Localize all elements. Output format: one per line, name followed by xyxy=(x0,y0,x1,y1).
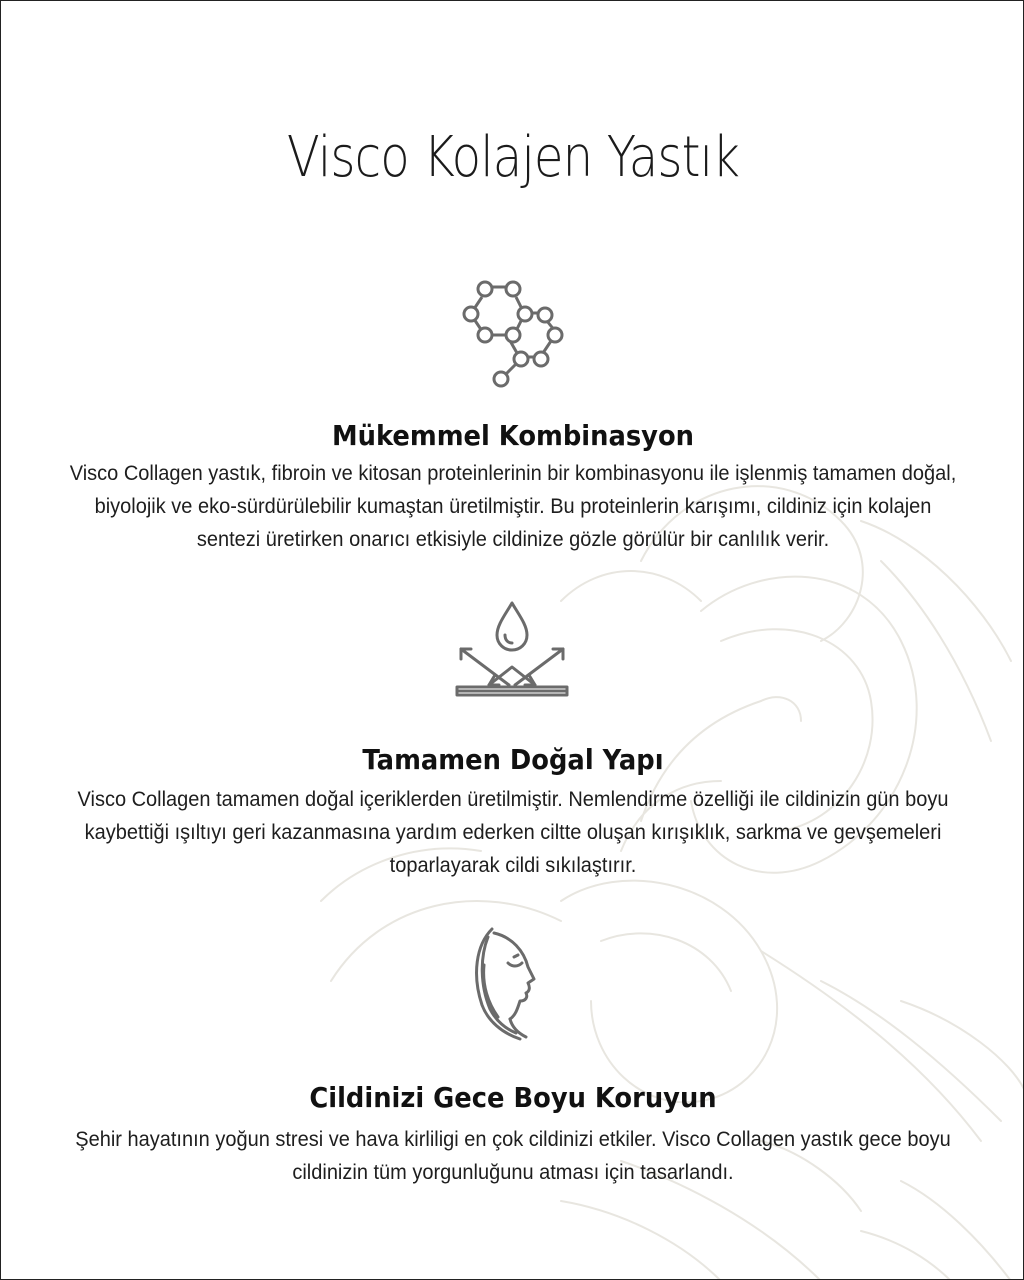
feature-text-natural: Visco Collagen tamamen doğal içeriklerden üretilmiştir. Nemlendirme özelliği ile cildinizin gün boyu kaybettiği ışıltıyı geri kazanmasına yardım ederken ciltte oluşan kırışıklık, sarkma ve gevşemeleri toparlayarak cildi sıkılaştırır. xyxy=(77,787,949,877)
molecule-icon xyxy=(447,273,577,393)
feature-heading-natural: Tamamen Doğal Yapı xyxy=(362,743,664,776)
feature-text-combination: Visco Collagen yastık, fibroin ve kitosan proteinlerinin bir kombinasyonu ile işlenmiş tamamen doğal, biyolojik ve eko-sürdürülebilir kumaştan üretilmiştir. Bu proteinlerin karışımı, cildiniz için kolajen sentezi üretirken onarıcı etkisiyle cildinize gözle görülür bir canlılık verir. xyxy=(69,461,957,551)
page-title: Visco Kolajen Yastık xyxy=(286,125,740,190)
feature-heading-protect: Cildinizi Gece Boyu Koruyun xyxy=(309,1081,717,1114)
feature-heading-combination: Mükemmel Kombinasyon xyxy=(331,419,695,452)
feature-text-protect: Şehir hayatının yoğun stresi ve hava kirliligi en çok cildinizi etkiler. Visco Collagen yastık gece boyu cildinizin tüm yorgunluğunu atması için tasarlandı. xyxy=(75,1127,951,1184)
water-drop-fabric-icon xyxy=(447,599,577,703)
face-profile-icon xyxy=(462,925,562,1045)
